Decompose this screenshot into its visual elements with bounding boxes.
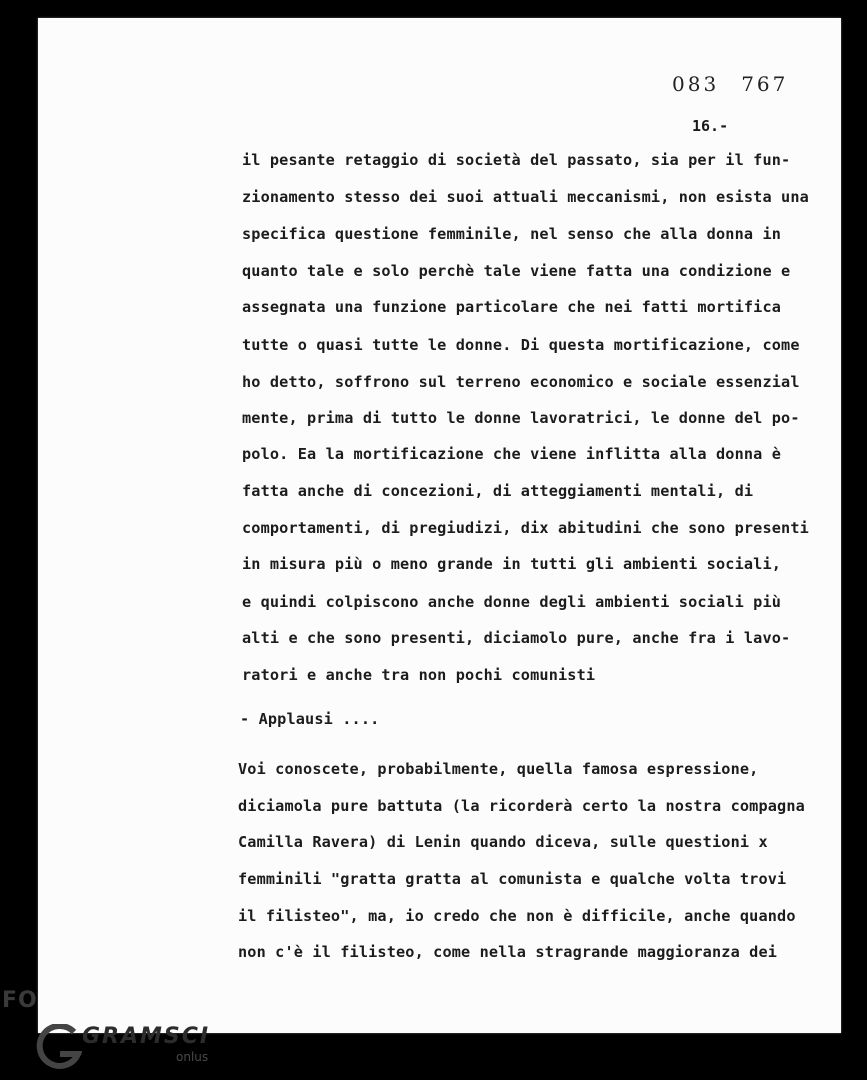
text-line: quanto tale e solo perchè tale viene fatta una condizione e <box>242 262 791 280</box>
archive-number-part: 767 <box>741 72 789 96</box>
text-line: ho detto, soffrono sul terreno economico e sociale essenzial <box>242 373 800 391</box>
text-line: assegnata una funzione particolare che nei fatti mortifica <box>242 298 782 316</box>
watermark-suffix: onlus <box>176 1050 209 1064</box>
text-line: in misura più o meno grande in tutti gli ambienti sociali, <box>242 555 782 573</box>
watermark-name: GRAMSCI <box>82 1024 211 1049</box>
gramsci-logo-icon <box>34 1024 82 1070</box>
watermark-prefix: FO <box>2 988 38 1013</box>
text-line: femminili "gratta gratta al comunista e qualche volta trovi <box>238 870 787 888</box>
text-line: zionamento stesso dei suoi attuali meccanismi, non esista una <box>242 188 809 206</box>
text-line: specifica questione femminile, nel senso che alla donna in <box>242 225 782 243</box>
text-line: mente, prima di tutto le donne lavoratrici, le donne del po- <box>242 409 800 427</box>
text-line: polo. Ea la mortificazione che viene inflitta alla donna è <box>242 445 782 463</box>
text-line: non c'è il filisteo, come nella stragrande maggioranza dei <box>238 943 778 961</box>
text-line: il filisteo", ma, io credo che non è difficile, anche quando <box>238 907 796 925</box>
archive-number <box>672 72 788 96</box>
text-line: Camilla Ravera) di Lenin quando diceva, sulle questioni x <box>238 833 768 851</box>
text-line: fatta anche di concezioni, di atteggiamenti mentali, di <box>242 482 754 500</box>
text-line: alti e che sono presenti, diciamolo pure, anche fra i lavo- <box>242 629 791 647</box>
text-line: ratori e anche tra non pochi comunisti <box>242 666 596 684</box>
text-line: e quindi colpiscono anche donne degli ambienti sociali più <box>242 593 782 611</box>
text-line: diciamola pure battuta (la ricorderà certo la nostra compagna <box>238 797 805 815</box>
text-line: tutte o quasi tutte le donne. Di questa mortificazione, come <box>242 336 800 354</box>
text-line: Voi conoscete, probabilmente, quella famosa espressione, <box>238 760 759 778</box>
page-number: 16.- <box>692 117 729 135</box>
archive-number-part: 083 <box>672 72 720 96</box>
text-line: il pesante retaggio di società del passato, sia per il fun- <box>242 151 791 169</box>
applause-note: - Applausi .... <box>240 710 380 728</box>
fondazione-gramsci-watermark <box>0 972 230 1080</box>
text-line: comportamenti, di pregiudizi, dix abitudini che sono presenti <box>242 519 809 537</box>
